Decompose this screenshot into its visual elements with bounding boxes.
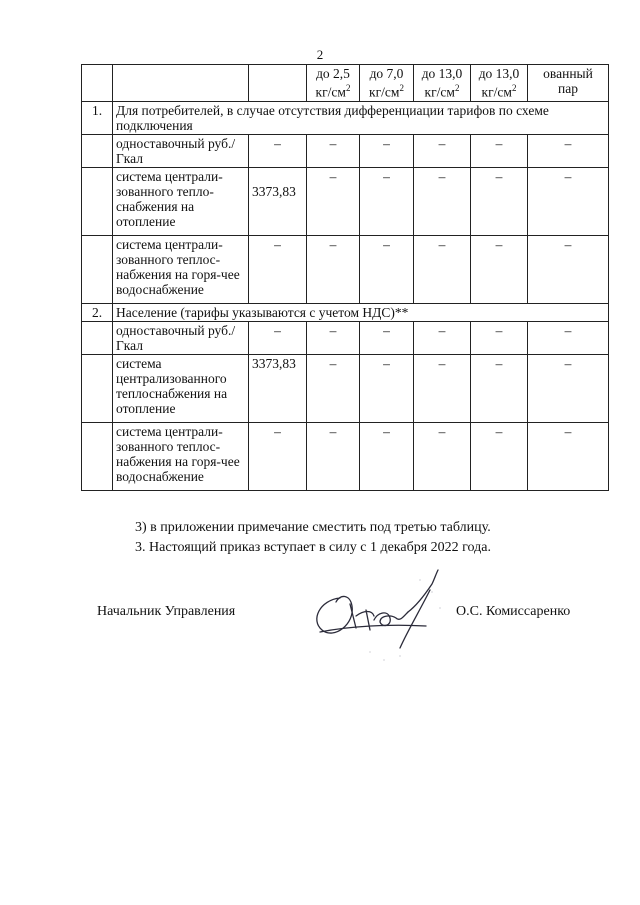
signatory-position: Начальник Управления [97, 604, 236, 619]
dash-cell: – [360, 321, 414, 354]
header-cell-blank [113, 65, 249, 102]
dash-cell: – [414, 422, 471, 490]
dash-cell: – [471, 134, 528, 167]
blank-cell [82, 134, 113, 167]
header-cell-pressure-1: до 2,5 $кг/см^2$ [307, 65, 360, 102]
section-title: Для потребителей, в случае отсутствия дифференциации тарифов по схеме подключения [113, 101, 609, 134]
section-number: 2. [82, 303, 113, 321]
dash-cell: – [414, 167, 471, 235]
dash-cell: – [528, 321, 609, 354]
page-number: 2 [316, 47, 324, 62]
dash-cell: – [360, 167, 414, 235]
header-cell-blank [249, 65, 307, 102]
row-value: – [249, 422, 307, 490]
row-description: система централи-зованного теплос-набжения на горя-чее водоснабжение [113, 422, 249, 490]
dash-cell: – [528, 354, 609, 422]
dash-cell: – [414, 235, 471, 303]
row-description: одноставочный руб./Гкал [113, 321, 249, 354]
dash-cell: – [360, 354, 414, 422]
blank-cell [82, 167, 113, 235]
dash-cell: – [307, 422, 360, 490]
dash-cell: – [471, 235, 528, 303]
dash-cell: – [307, 134, 360, 167]
dash-cell: – [471, 167, 528, 235]
blank-cell [82, 422, 113, 490]
signatory-name: О.С. Комиссаренко [456, 604, 571, 619]
row-value: – [249, 134, 307, 167]
tariff-table [81, 64, 609, 491]
dash-cell: – [528, 235, 609, 303]
section-row [82, 303, 609, 321]
table-row [82, 354, 609, 422]
row-description: система централизованного теплоснабжения на отопление [113, 354, 249, 422]
row-description: одноставочный руб./Гкал [113, 134, 249, 167]
header-cell-pressure-3: до 13,0 $кг/см^2$ [414, 65, 471, 102]
section-number: 1. [82, 101, 113, 134]
dash-cell: – [414, 134, 471, 167]
header-cell-pressure-4: до 13,0 $кг/см^2$ [471, 65, 528, 102]
row-value: 3373,83 [249, 167, 307, 235]
table-row [82, 134, 609, 167]
row-value: – [249, 235, 307, 303]
signature-image [300, 560, 460, 670]
dash-cell: – [471, 422, 528, 490]
blank-cell [82, 321, 113, 354]
dash-cell: – [528, 134, 609, 167]
dash-cell: – [360, 134, 414, 167]
header-cell-blank [82, 65, 113, 102]
table-row [82, 235, 609, 303]
header-cell-steam: ованный пар [528, 65, 609, 102]
dash-cell: – [471, 321, 528, 354]
section-row [82, 101, 609, 134]
header-row [82, 65, 609, 102]
table-row [82, 167, 609, 235]
header-cell-pressure-2: до 7,0 $кг/см^2$ [360, 65, 414, 102]
dash-cell: – [414, 321, 471, 354]
dash-cell: – [414, 354, 471, 422]
dash-cell: – [528, 167, 609, 235]
blank-cell [82, 354, 113, 422]
dash-cell: – [307, 167, 360, 235]
row-value: 3373,83 [249, 354, 307, 422]
dash-cell: – [528, 422, 609, 490]
dash-cell: – [307, 354, 360, 422]
table-row [82, 422, 609, 490]
dash-cell: – [360, 422, 414, 490]
row-description: система централи-зованного тепло-снабжения на отопление [113, 167, 249, 235]
blank-cell [82, 235, 113, 303]
dash-cell: – [307, 235, 360, 303]
dash-cell: – [360, 235, 414, 303]
table-row [82, 321, 609, 354]
row-description: система централи-зованного теплос-набжения на горя-чее водоснабжение [113, 235, 249, 303]
section-title: Население (тарифы указываются с учетом НДС)** [113, 303, 609, 321]
dash-cell: – [307, 321, 360, 354]
dash-cell: – [471, 354, 528, 422]
row-value: – [249, 321, 307, 354]
